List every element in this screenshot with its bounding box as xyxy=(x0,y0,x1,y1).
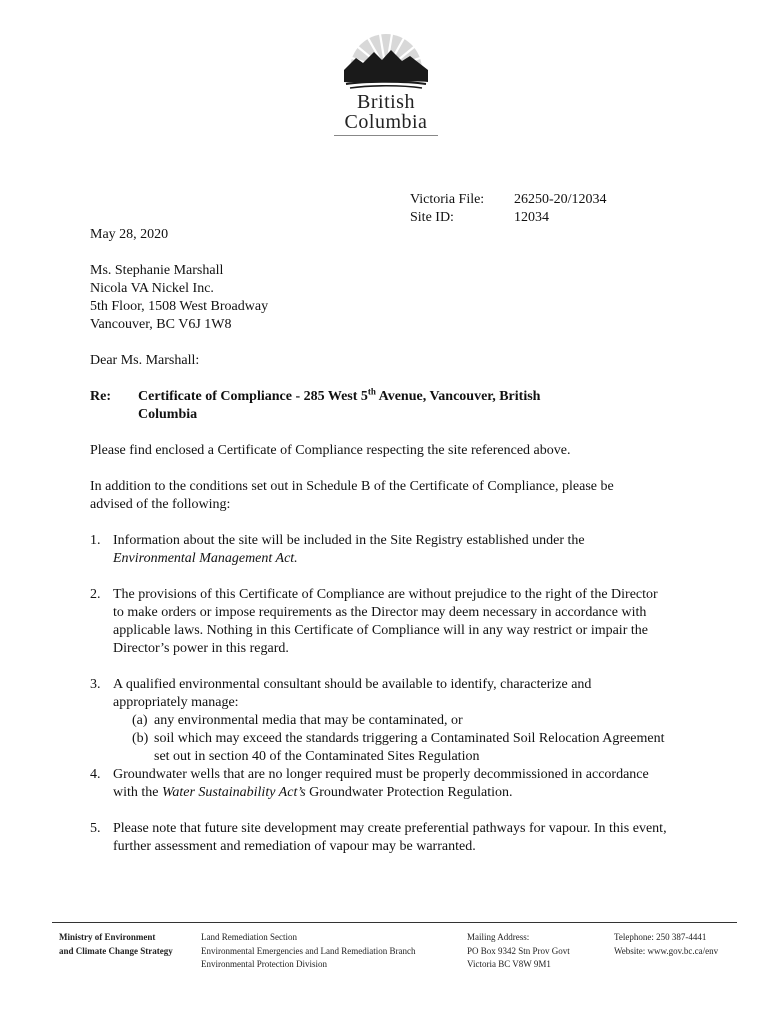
footer-line: and Climate Change Strategy xyxy=(59,945,173,956)
footer-website: Website: www.gov.bc.ca/env xyxy=(614,945,719,956)
address-line: Vancouver, BC V6J 1W8 xyxy=(90,317,232,332)
sub-text: soil which may exceed the standards triggering a Contaminated Soil Relocation Agreement xyxy=(154,731,665,746)
footer-line: Victoria BC V8W 9M1 xyxy=(467,959,551,969)
list-text: Groundwater Protection Regulation. xyxy=(305,785,513,800)
sub-text: any environmental media that may be contaminated, or xyxy=(154,713,463,728)
list-text: Groundwater wells that are no longer required must be properly decommissioned in accordance xyxy=(113,767,649,782)
address-line: 5th Floor, 1508 West Broadway xyxy=(90,299,269,314)
sub-label: (b) xyxy=(132,731,149,746)
footer-ministry xyxy=(59,931,173,958)
sub-label: (a) xyxy=(132,713,148,728)
victoria-file-label: Victoria File: xyxy=(410,192,485,207)
bc-logo xyxy=(326,30,446,136)
list-text: to make orders or impose requirements as the Director may deem necessary in accordance with xyxy=(113,605,647,620)
letter-date: May 28, 2020 xyxy=(90,227,169,242)
act-name: Environmental Management Act. xyxy=(113,551,298,566)
logo-wordmark-columbia: Columbia xyxy=(344,111,428,133)
subject-line xyxy=(90,388,710,424)
subject-ordinal: th xyxy=(367,386,376,397)
list-item-2 xyxy=(90,586,710,658)
footer-section xyxy=(201,931,416,972)
list-item-5 xyxy=(90,820,710,856)
list-number: 5. xyxy=(90,821,101,836)
list-text: with the xyxy=(113,785,162,800)
sub-item-b xyxy=(132,730,710,766)
list-text: Director’s power in this regard. xyxy=(113,641,289,656)
address-line: Ms. Stephanie Marshall xyxy=(90,263,224,278)
paragraph-line: In addition to the conditions set out in Schedule B of the Certificate of Compliance, please be xyxy=(90,479,614,494)
paragraph-enclosed: Please find enclosed a Certificate of Compliance respecting the site referenced above. xyxy=(90,443,571,458)
list-number: 1. xyxy=(90,533,101,548)
footer-divider xyxy=(52,922,737,923)
salutation: Dear Ms. Marshall: xyxy=(90,353,200,368)
list-item-1 xyxy=(90,532,710,568)
subject-label: Re: xyxy=(90,389,111,404)
footer-mailing-address xyxy=(467,931,570,972)
sub-item-a xyxy=(132,712,710,730)
logo-wordmark-british: British xyxy=(357,91,415,113)
reference-block xyxy=(410,191,607,227)
list-text: appropriately manage: xyxy=(113,695,239,710)
victoria-file-value: 26250-20/12034 xyxy=(514,192,607,207)
list-text: A qualified environmental consultant should be available to identify, characterize and xyxy=(113,677,592,692)
list-text: further assessment and remediation of vapour may be warranted. xyxy=(113,839,476,854)
list-text: Please note that future site development may create preferential pathways for vapour. In this event, xyxy=(113,821,667,836)
list-item-3 xyxy=(90,676,710,712)
footer-line: Environmental Protection Division xyxy=(201,959,327,969)
list-text: The provisions of this Certificate of Compliance are without prejudice to the right of the Director xyxy=(113,587,658,602)
list-text: Information about the site will be included in the Site Registry established under the xyxy=(113,533,585,548)
footer-contact xyxy=(614,931,718,958)
address-line: Nicola VA Nickel Inc. xyxy=(90,281,214,296)
recipient-address xyxy=(90,262,710,334)
letter-body xyxy=(90,226,710,856)
footer-line: Land Remediation Section xyxy=(201,932,297,942)
footer-line: PO Box 9342 Stn Prov Govt xyxy=(467,945,570,956)
list-number: 4. xyxy=(90,767,101,782)
sub-text: set out in section 40 of the Contaminated Sites Regulation xyxy=(154,749,480,764)
footer-line: Environmental Emergencies and Land Remediation Branch xyxy=(201,945,416,956)
site-id-label: Site ID: xyxy=(410,210,454,225)
site-id-value: 12034 xyxy=(514,210,549,225)
subject-text-part2: Avenue, Vancouver, British xyxy=(375,389,541,404)
list-item-4 xyxy=(90,766,710,802)
footer-line: Ministry of Environment xyxy=(59,932,156,942)
paragraph-conditions xyxy=(90,478,710,514)
list-number: 3. xyxy=(90,677,101,692)
footer-telephone: Telephone: 250 387-4441 xyxy=(614,932,707,942)
list-text: applicable laws. Nothing in this Certificate of Compliance will in any way restrict or impair the xyxy=(113,623,648,638)
footer-line: Mailing Address: xyxy=(467,932,530,942)
bc-sun-mountains-icon xyxy=(336,30,436,92)
act-name: Water Sustainability Act’s xyxy=(162,785,306,800)
paragraph-line: advised of the following: xyxy=(90,497,231,512)
subject-text-part1: Certificate of Compliance - 285 West 5 xyxy=(138,389,368,404)
logo-underline xyxy=(334,135,438,136)
list-number: 2. xyxy=(90,587,101,602)
subject-text-line2: Columbia xyxy=(138,407,198,422)
